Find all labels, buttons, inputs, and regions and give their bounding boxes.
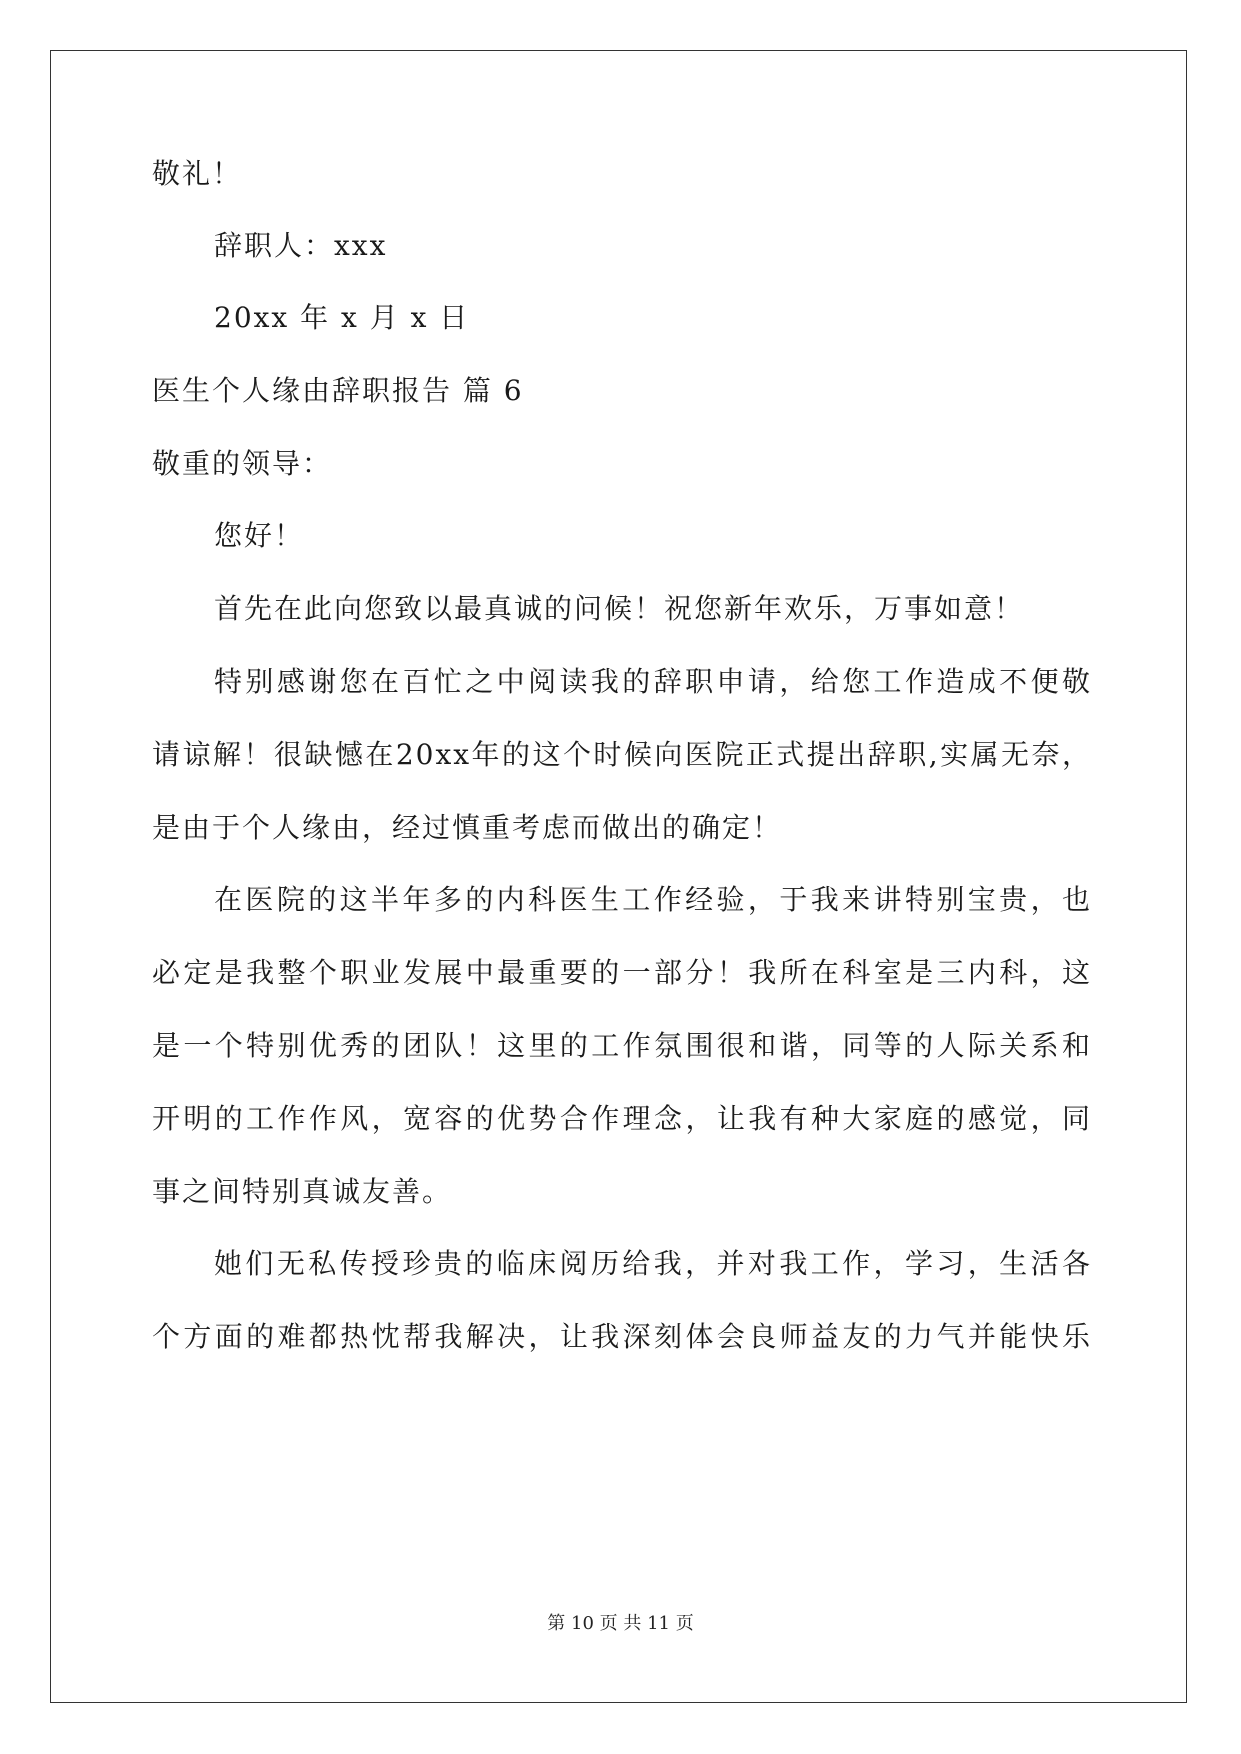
page-number-footer: 第 10 页 共 11 页	[547, 1613, 694, 1634]
signature-name: 辞职人：xxx	[214, 229, 388, 262]
page-border	[50, 50, 1187, 1703]
paragraph-line: 首先在此向您致以最真诚的问候！祝您新年欢乐，万事如意！	[214, 592, 1025, 625]
section-heading: 医生个人缘由辞职报告 篇 6	[152, 374, 524, 407]
letter-hello: 您好！	[214, 519, 305, 552]
signature-date: 20xx 年 x 月 x 日	[214, 301, 470, 334]
paragraph-line: 特别感谢您在百忙之中阅读我的辞职申请，给您工作造成不便敬	[214, 665, 1092, 698]
paragraph-line: 是一个特别优秀的团队！这里的工作氛围很和谐，同等的人际关系和	[152, 1029, 1092, 1062]
paragraph-line: 开明的工作作风，宽容的优势合作理念，让我有种大家庭的感觉，同	[152, 1102, 1092, 1135]
paragraph-line: 是由于个人缘由，经过慎重考虑而做出的确定！	[152, 811, 783, 844]
paragraph-line: 在医院的这半年多的内科医生工作经验，于我来讲特别宝贵，也	[214, 883, 1092, 916]
letter-greeting: 敬重的领导：	[152, 447, 333, 480]
paragraph-line: 事之间特别真诚友善。	[152, 1175, 453, 1208]
paragraph-line: 必定是我整个职业发展中最重要的一部分！我所在科室是三内科，这	[152, 956, 1092, 989]
paragraph-line: 她们无私传授珍贵的临床阅历给我，并对我工作，学习，生活各	[214, 1247, 1092, 1280]
paragraph-line: 请谅解！很缺憾在20xx年的这个时候向医院正式提出辞职,实属无奈，	[152, 738, 1092, 771]
paragraph-line: 个方面的难都热忱帮我解决，让我深刻体会良师益友的力气并能快乐	[152, 1320, 1092, 1353]
closing-salutation: 敬礼！	[152, 157, 243, 190]
